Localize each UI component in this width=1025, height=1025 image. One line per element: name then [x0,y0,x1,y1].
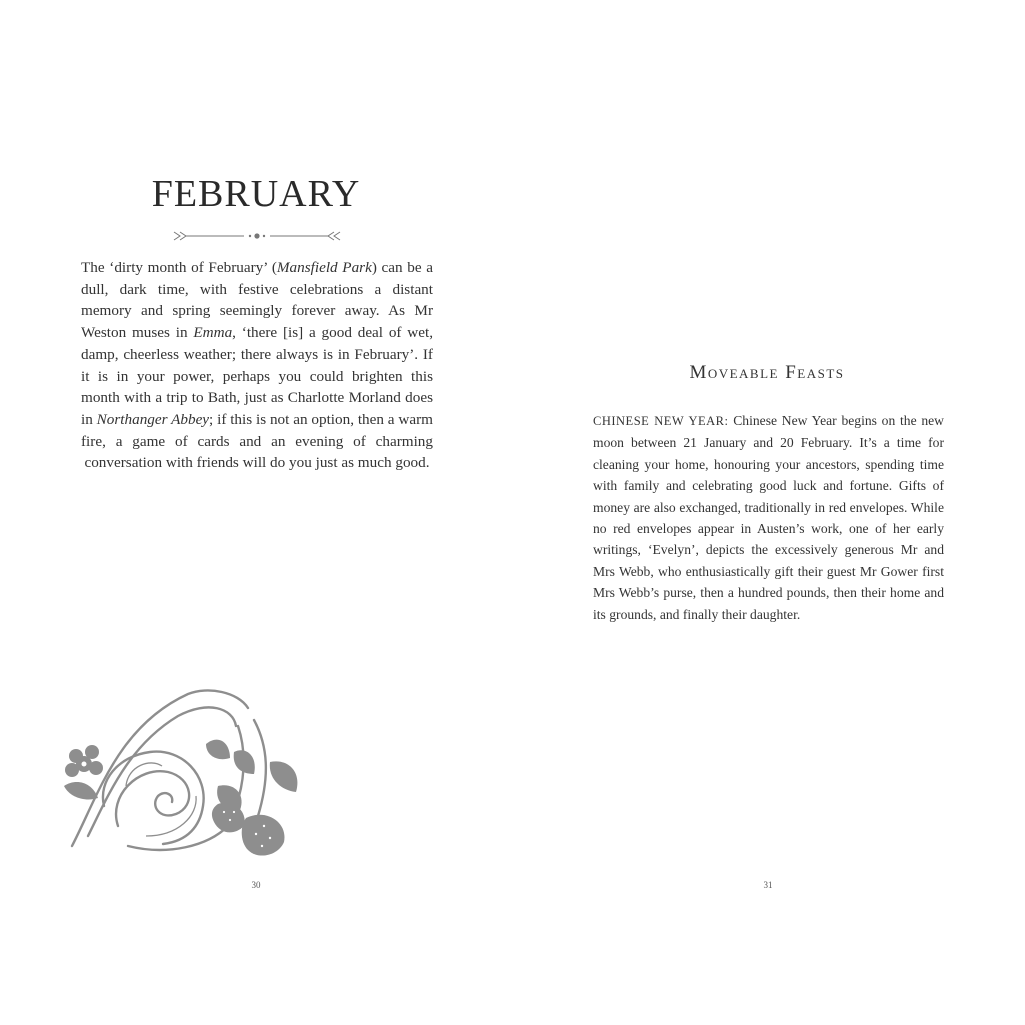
intro-text: The ‘dirty month of February’ ( [81,259,277,276]
intro-text: , ‘there [is] a good deal of wet, damp, cheerless weather; there always is in February’. If it is in your power, perhaps you could brighten this month with a trip to Bath, just as Charlotte Morland does in [81,324,433,428]
page-number-left: 30 [251,880,261,890]
intro-text: ) can be a dull, dark time, with festive celebrations a distant memory and spring seemingly forever away. As Mr Weston muses in [81,259,433,342]
intro-text: ; if this is not an option, then a warm fire, a game of cards and an evening of charming conversation with friends will do you just as much good. [81,410,433,472]
page-number-right: 31 [763,880,773,890]
book-title: Northanger Abbey [96,410,210,428]
book-title: Emma [193,324,233,342]
right-page [512,0,1025,1025]
intro-paragraph [81,257,433,474]
chinese-new-year-entry [593,410,944,625]
chapter-title: FEBRUARY [151,173,361,215]
entry-label: CHINESE NEW YEAR: [593,414,729,428]
section-title: Moveable Feasts [689,362,845,383]
entry-text: Chinese New Year begins on the new moon between 21 January and 20 February. It’s a time for cleaning your home, honouring your ancestors, spending time with family and celebrating good luck and fortune. Gifts of money are also exchanged, traditionally in red envelopes. While no red envelopes appear in Austen’s work, one of her early writings, ‘Evelyn’, depicts the excessively generous Mr and Mrs Webb, who enthusiastically gift their guest Mr Gower first Mrs Webb’s purse, then a hundred pounds, then their home and its grounds, and finally their daughter. [593,413,944,622]
left-page [0,0,512,1025]
strawberry-vine-ornament-icon [58,686,308,864]
book-title: Mansfield Park [276,259,372,276]
title-flourish-icon [172,228,342,244]
